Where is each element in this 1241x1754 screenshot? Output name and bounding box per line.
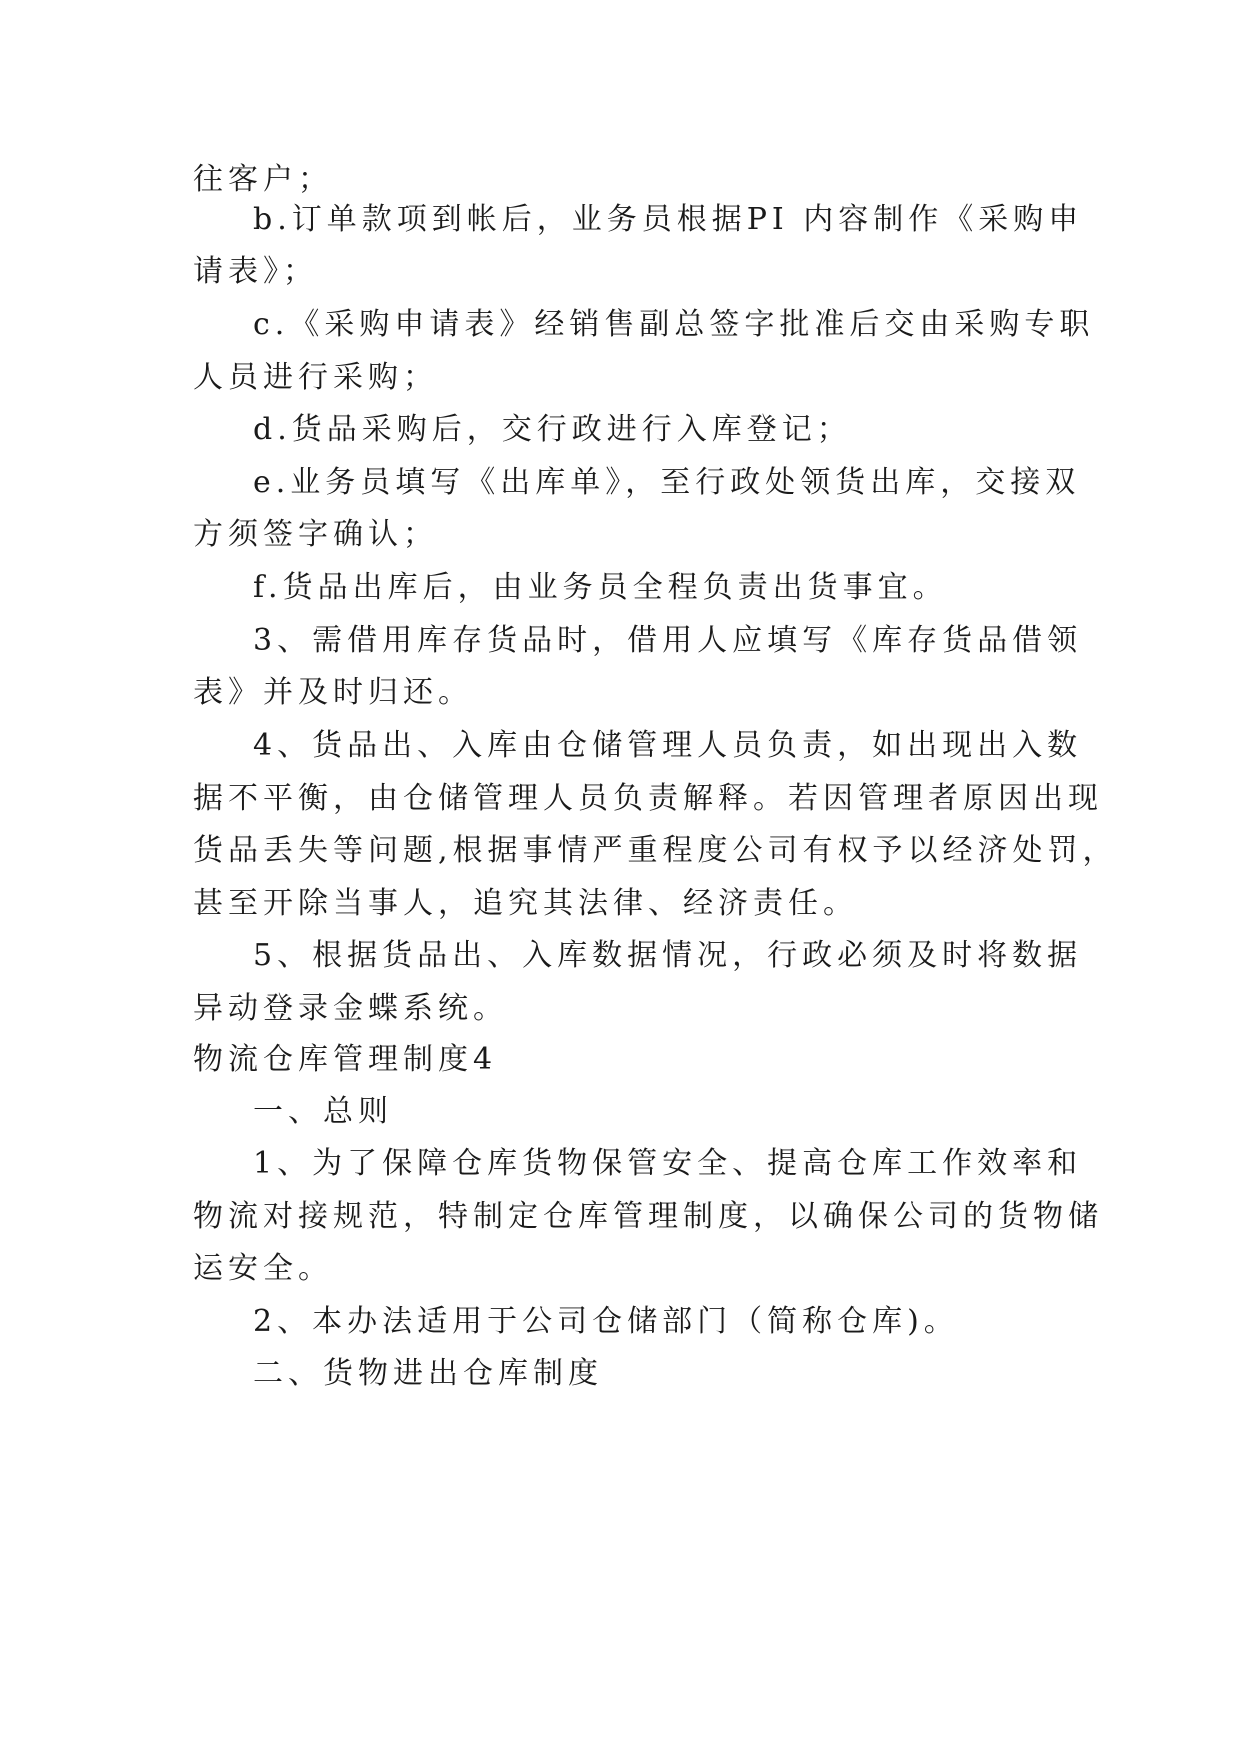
text-line: e.业务员填写《出库单》，至行政处领货出库，交接双 [253,465,1081,500]
text-line: 货品丢失等问题,根据事情严重程度公司有权予以经济处罚， [193,833,1118,868]
text-line: d.货品采购后，交行政进行入库登记； [253,412,852,447]
text-line: 4、货品出、入库由仓储管理人员负责，如出现出入数 [253,728,1083,763]
text-line: 1、为了保障仓库货物保管安全、提高仓库工作效率和 [253,1146,1083,1181]
text-line: 5、根据货品出、入库数据情况，行政必须及时将数据 [253,938,1083,973]
text-line: 据不平衡，由仓储管理人员负责解释。若因管理者原因出现 [193,781,1103,816]
text-line: 请表》； [193,254,318,289]
text-line: 运安全。 [193,1251,333,1286]
text-line: b.订单款项到帐后，业务员根据PI 内容制作《采购申 [253,202,1084,237]
section-heading: 物流仓库管理制度4 [193,1042,498,1077]
section-subheading: 二、货物进出仓库制度 [253,1356,603,1391]
text-line: 人员进行采购； [193,360,438,395]
text-line: c.《采购申请表》经销售副总签字批准后交由采购专职 [253,307,1095,342]
text-line: f.货品出库后，由业务员全程负责出货事宜。 [253,570,948,605]
section-subheading: 一、总则 [253,1094,393,1129]
text-line: 方须签字确认； [193,517,438,552]
text-line: 2、本办法适用于公司仓储部门（简称仓库)。 [253,1304,959,1339]
text-line: 3、需借用库存货品时，借用人应填写《库存货品借领 [253,623,1083,658]
text-line: 物流对接规范，特制定仓库管理制度，以确保公司的货物储 [193,1199,1103,1234]
text-line: 异动登录金蝶系统。 [193,991,508,1026]
text-line: 表》并及时归还。 [193,675,473,710]
text-line: 往客户； [193,162,333,197]
text-line: 甚至开除当事人，追究其法律、经济责任。 [193,886,858,921]
